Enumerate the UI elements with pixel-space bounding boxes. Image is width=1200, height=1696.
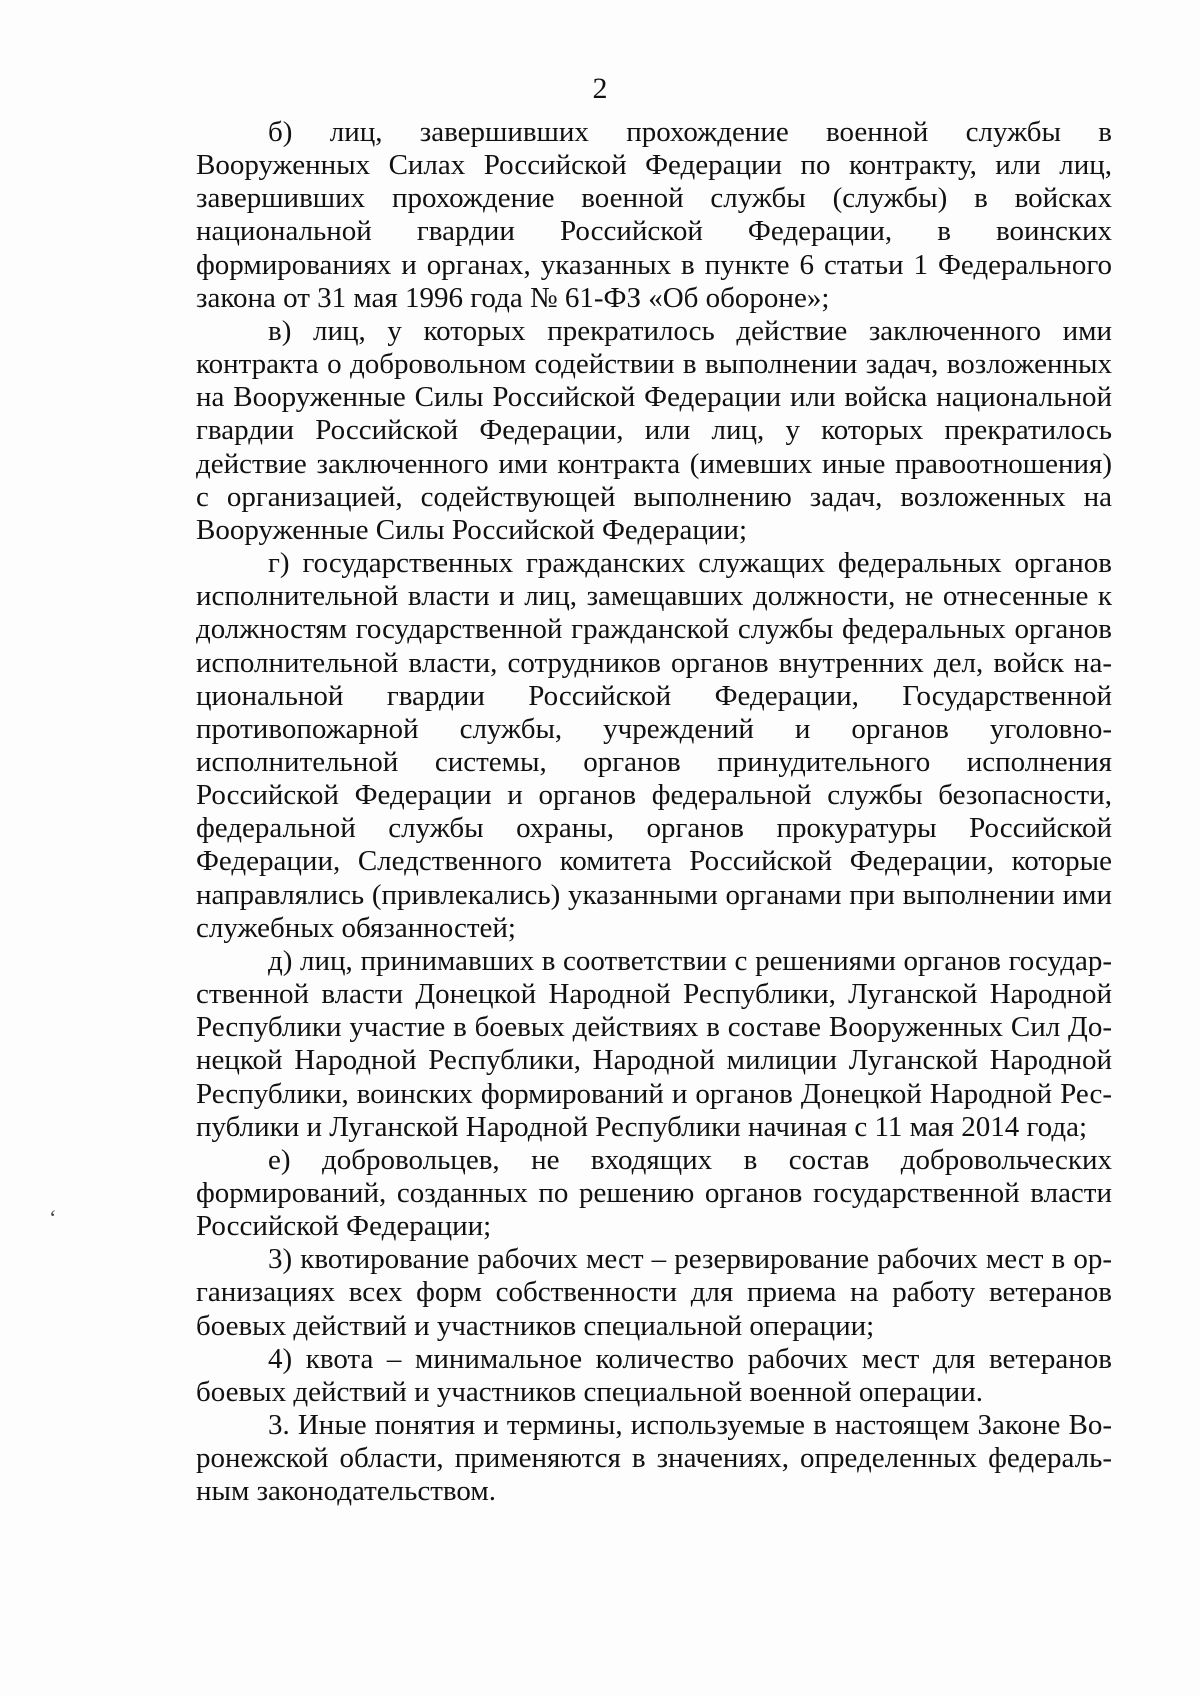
paragraph-clause-3: 3. Иные понятия и термины, используемые в настоящем Законе Воронежской области, применяются в значениях, определенных федеральным законодательством. bbox=[196, 1409, 1112, 1508]
margin-mark: ʻ bbox=[48, 1205, 56, 1230]
paragraph-item-3: 3) квотирование рабочих мест – резервирование рабочих мест в организациях всех форм собственности для приема на работу ветеранов боевых действий и участников специальной операции; bbox=[196, 1243, 1112, 1342]
page-number: 2 bbox=[592, 72, 608, 105]
paragraph-b: б) лиц, завершивших прохождение военной службы в Вооруженных Силах Российской Федерации по контракту, или лиц, завершивших прохождение военной службы (службы) в войсках национальной гвардии Российской Федерации, в воинских формированиях и органах, указанных в пункте 6 статьи 1 Федерального закона от 31 мая 1996 года № 61-ФЗ «Об обороне»; bbox=[196, 116, 1112, 314]
paragraph-g: г) государственных гражданских служащих федеральных органов исполнительной власти и лиц, замещавших должности, не отнесенные к должностям государственной гражданской службы федеральных органов исполнительной власти, сотрудников органов внутренних дел, войск национальной гвардии Российской Федерации, Государственной противопожарной службы, учреждений и органов уголовно-исполнительной системы, органов принудительного исполнения Российской Федерации и органов федеральной службы безопасности, федеральной службы охраны, органов прокуратуры Российской Федерации, Следственного комитета Российской Федерации, которые направлялись (привлекались) указанными органами при выполнении ими служебных обязанностей; bbox=[196, 547, 1112, 944]
document-body bbox=[196, 116, 1112, 1509]
paragraph-e: е) добровольцев, не входящих в состав добровольческих формирований, созданных по решению органов государственной власти Российской Федерации; bbox=[196, 1143, 1112, 1243]
paragraph-item-4: 4) квота – минимальное количество рабочих мест для ветеранов боевых действий и участников специальной военной операции. bbox=[196, 1342, 1112, 1408]
paragraph-v: в) лиц, у которых прекратилось действие заключенного ими контракта о добровольном содействии в выполнении задач, возложенных на Вооруженные Силы Российской Федерации или войска национальной гвардии Российской Федерации, или лиц, у которых прекратилось действие заключенного ими контракта (имевших иные правоотношения) с организацией, содействующей выполнению задач, возложенных на Вооруженные Силы Российской Федерации; bbox=[196, 314, 1112, 546]
paragraph-d: д) лиц, принимавших в соответствии с решениями органов государственной власти Донецкой Народной Республики, Луганской Народной Республики участие в боевых действиях в составе Вооруженных Сил Донецкой Народной Республики, Народной милиции Луганской Народной Республики, воинских формирований и органов Донецкой Народной Республики и Луганской Народной Республики начиная с 11 мая 2014 года; bbox=[196, 944, 1112, 1143]
